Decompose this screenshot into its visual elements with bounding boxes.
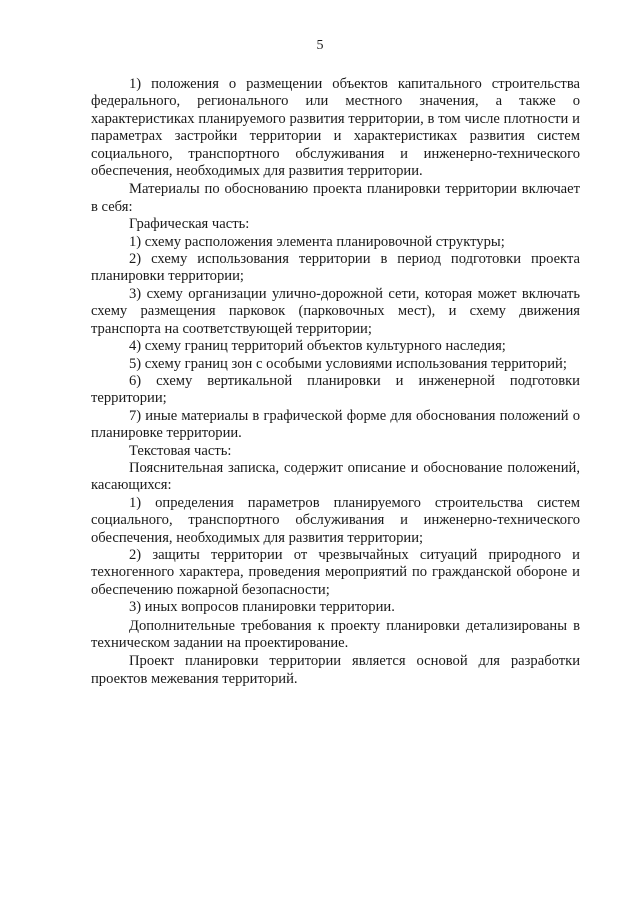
paragraph-8: 5) схему границ зон с особыми условиями использования территорий; [129, 355, 567, 372]
page-number: 5 [316, 38, 324, 53]
paragraph-5: 2) схему использования территории в период подготовки проекта планировки территории; [91, 251, 580, 285]
paragraph-10: 7) иные материалы в графической форме для обоснования положений о планировке территории. [91, 407, 580, 442]
paragraph-14: 2) защиты территории от чрезвычайных ситуаций природного и техногенного характера, проведения мероприятий по гражданской обороне и обеспечению пожарной безопасности; [91, 546, 580, 598]
paragraph-13: 1) определения параметров планируемого строительства систем социального, транспортного обслуживания и инженерно-технического обеспечения, необходимых для развития территории; [91, 494, 580, 546]
paragraph-7: 4) схему границ территорий объектов культурного наследия; [129, 338, 506, 355]
paragraph-2: Материалы по обоснованию проекта планировки территории включает в себя: [91, 181, 580, 215]
paragraph-4: 1) схему расположения элемента планировочной структуры; [129, 233, 505, 250]
paragraph-1: 1) положения о размещении объектов капитального строительства федерального, регионального или местного значения, а также о характеристиках планируемого развития территории, в том числе плотности и параметрах застройки территории и характеристиках развития систем социального, транспортного обслуживания и инженерно-технического обеспечения, необходимых для развития территории. [91, 76, 580, 180]
paragraph-17: Проект планировки территории является основой для разработки проектов межевания территорий. [91, 653, 580, 687]
paragraph-15: 3) иных вопросов планировки территории. [129, 599, 395, 616]
paragraph-16: Дополнительные требования к проекту планировки детализированы в техническом задании на проектирование. [91, 617, 580, 651]
paragraph-9: 6) схему вертикальной планировки и инженерной подготовки территории; [91, 372, 580, 407]
paragraph-6: 3) схему организации улично-дорожной сети, которая может включать схему размещения парковок (парковочных мест), и схему движения транспорта на соответствующей территории; [91, 285, 580, 337]
document-body [91, 76, 580, 688]
paragraph-3: Графическая часть: [129, 216, 250, 233]
paragraph-11: Текстовая часть: [129, 442, 232, 459]
paragraph-12: Пояснительная записка, содержит описание и обоснование положений, касающихся: [91, 459, 580, 494]
